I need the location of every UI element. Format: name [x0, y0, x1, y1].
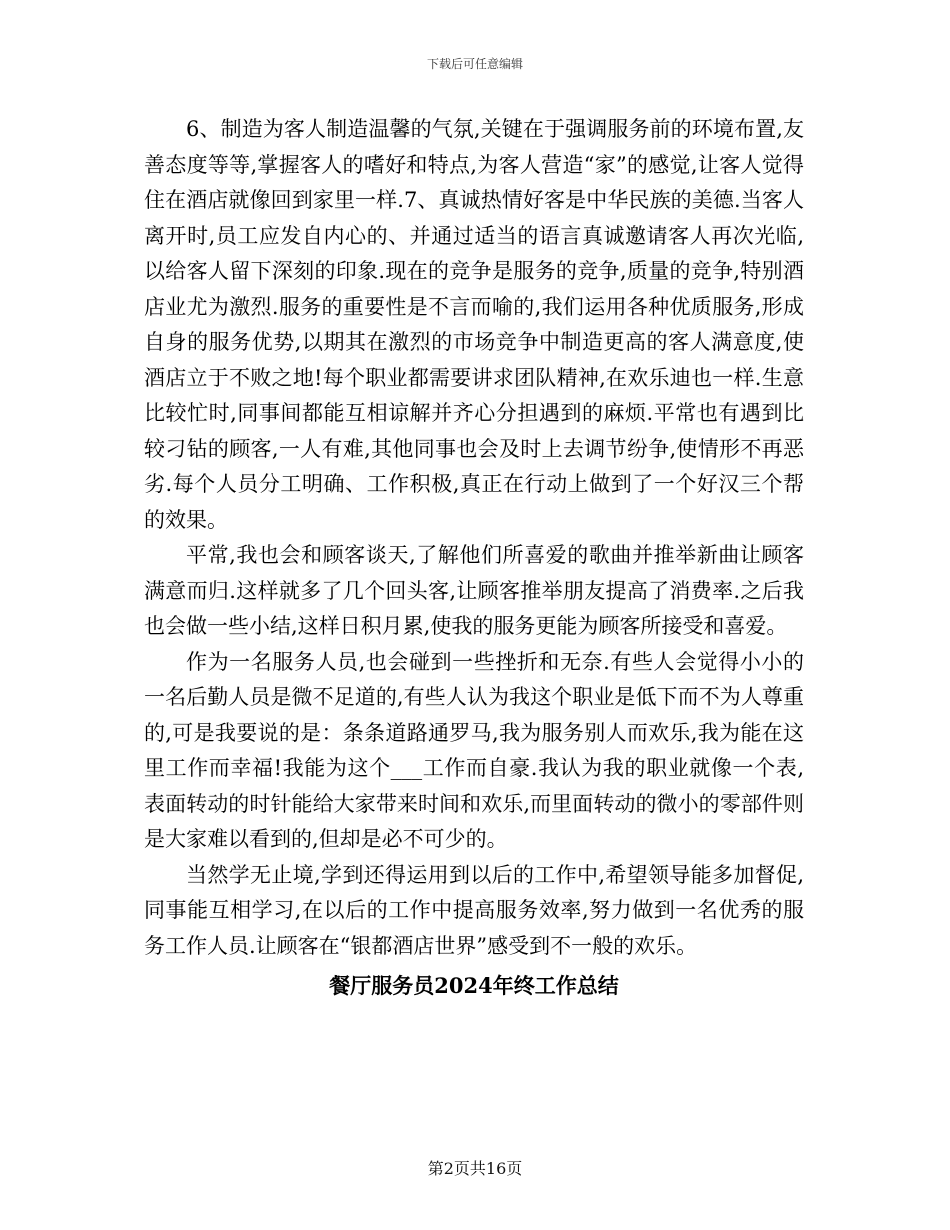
paragraph-service-pride: 作为一名服务人员,也会碰到一些挫折和无奈.有些人会觉得小小的一名后勤人员是微不足道的,有些人认为我这个职业是低下而不为人尊重的,可是我要说的是：条条道路通罗马,我为服务别人而欢乐,我为能在这里工作而幸福!我能为这个___工作而自豪.我认为我的职业就像一个表,表面转动的时针能给大家带来时间和欢乐,而里面转动的微小的零部件则是大家难以看到的,但却是必不可少的。: [144, 649, 804, 851]
paragraph-chatting-customers: 平常,我也会和顾客谈天,了解他们所喜爱的歌曲并推举新曲让顾客满意而归.这样就多了几个回头客,让顾客推举朋友提高了消费率.之后我也会做一些小结,这样日积月累,使我的服务更能为顾客所接受和喜爱。: [144, 543, 804, 638]
paragraph-continuous-learning: 当然学无止境,学到还得运用到以后的工作中,希望领导能多加督促,同事能互相学习,在以后的工作中提高服务效率,努力做到一名优秀的服务工作人员.让顾客在“银都酒店世界”感受到不一般的欢乐。: [144, 862, 804, 958]
paragraph-service-atmosphere: 6、制造为客人制造温馨的气氛,关键在于强调服务前的环境布置,友善态度等等,掌握客人的嗜好和特点,为客人营造“家”的感觉,让客人觉得住在酒店就像回到家里一样.7、真诚热情好客是中华民族的美德.当客人离开时,员工应发自内心的、并通过适当的语言真诚邀请客人再次光临,以给客人留下深刻的印象.现在的竞争是服务的竞争,质量的竞争,特别酒店业尤为激烈.服务的重要性是不言而喻的,我们运用各种优质服务,形成自身的服务优势,以期其在激烈的市场竞争中制造更高的客人满意度,使酒店立于不败之地!每个职业都需要讲求团队精神,在欢乐迪也一样.生意比较忙时,同事间都能互相谅解并齐心分担遇到的麻烦.平常也有遇到比较刁钻的顾客,一人有难,其他同事也会及时上去调节纷争,使情形不再恶劣.每个人员分工明确、工作积极,真正在行动上做到了一个好汉三个帮的效果。: [144, 117, 804, 532]
page-header-note: 下载后可任意编辑: [426, 57, 523, 71]
page-number-footer: 第2页共16页: [427, 1159, 523, 1178]
section-title: 餐厅服务员2024年终工作总结: [329, 973, 619, 998]
document-body: [144, 112, 804, 1004]
